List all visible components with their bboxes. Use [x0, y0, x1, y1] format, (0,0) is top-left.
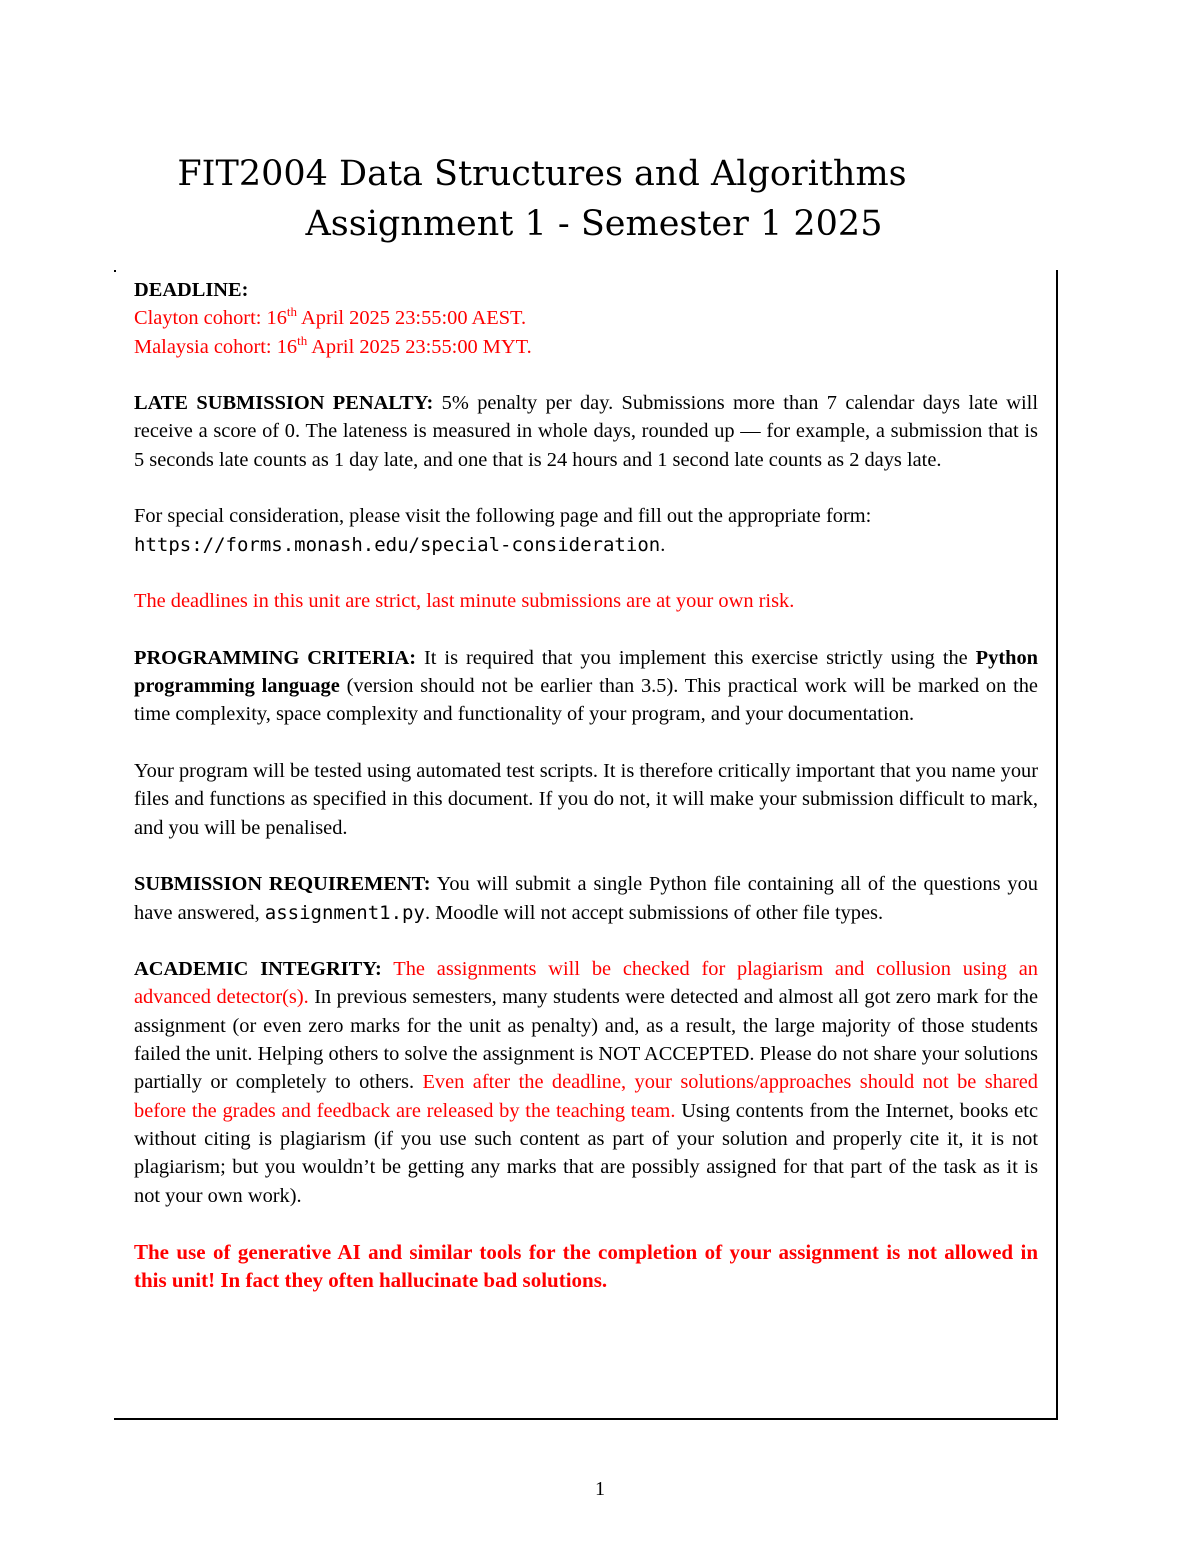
academic-integrity-warning-1: The assignments will be checked for plagiarism and collusion using an advanced detector(s).	[134, 958, 1038, 1009]
programming-criteria-section	[134, 644, 1038, 729]
notice-box	[134, 276, 1038, 1295]
special-consideration-link[interactable]: https://forms.monash.edu/special-consideration	[134, 533, 661, 556]
special-consideration-period: .	[660, 533, 666, 556]
special-consideration-section	[134, 502, 1038, 559]
programming-language: Python programming language	[134, 646, 1038, 698]
malaysia-deadline-ordinal: th	[297, 332, 308, 348]
late-penalty-text: 5% penalty per day. Submissions more than 7 calendar days late will receive a score of 0. The lateness is measured in whole days, rounded up — for example, a submission that is 5 seconds late counts as 1 day late, and one that is 24 hours and 1 second late counts as 2 days late.	[134, 392, 1038, 471]
programming-criteria-label: PROGRAMMING CRITERIA:	[134, 646, 417, 669]
submission-label: SUBMISSION REQUIREMENT:	[134, 873, 431, 896]
late-penalty-section	[134, 389, 1038, 474]
malaysia-deadline	[134, 332, 532, 358]
page-number: 1	[595, 1478, 605, 1500]
submission-text-1: You will submit a single Python file containing all of the questions you have answered,	[134, 873, 1038, 924]
submission-text-2: . Moodle will not accept submissions of other file types.	[424, 901, 884, 924]
academic-integrity-text-2: Using contents from the Internet, books etc without citing is plagiarism (if you use such content as part of your solution and properly cite it, it is not plagiarism; but you wouldn’t be getting any marks that are possibly assigned for that part of the task as it is not your own work).	[134, 1099, 1039, 1207]
strict-deadline-notice: The deadlines in this unit are strict, last minute submissions are at your own risk.	[134, 590, 795, 613]
clayton-deadline-suffix: April 2025 23:55:00 AEST.	[297, 307, 527, 330]
clayton-deadline-ordinal: th	[286, 304, 298, 320]
deadline-section	[134, 276, 1038, 361]
generative-ai-notice: The use of generative AI and similar tools for the completion of your assignment is not allowed in this unit! In fact they often hallucinate bad solutions.	[134, 1240, 1038, 1293]
submission-section	[134, 870, 1038, 927]
academic-integrity-label: ACADEMIC INTEGRITY:	[134, 958, 382, 981]
deadline-label: DEADLINE:	[134, 279, 249, 301]
testing-paragraph: Your program will be tested using automated test scripts. It is therefore critically important that you name your files and functions as specified in this document. If you do not, it will make your submission difficult to mark, and you will be penalised.	[134, 760, 1038, 839]
late-penalty-label: LATE SUBMISSION PENALTY:	[134, 392, 434, 415]
clayton-deadline-prefix: Clayton cohort: 16	[134, 307, 287, 330]
special-consideration-text: For special consideration, please visit the following page and fill out the appropriate form:	[134, 505, 872, 528]
document-title: FIT2004 Data Structures and Algorithms	[177, 154, 907, 194]
document-subtitle: Assignment 1 - Semester 1 2025	[305, 204, 883, 244]
academic-integrity-section	[134, 955, 1038, 1210]
clayton-deadline	[134, 304, 527, 330]
academic-integrity-text-1: In previous semesters, many students were detected and almost all got zero mark for the assignment (or even zero marks for the unit as penalty) and, as a result, the large majority of those students failed the unit. Helping others to solve the assignment is NOT ACCEPTED. Please do not share your solutions partially or completely to others.	[134, 986, 1038, 1094]
malaysia-deadline-suffix: April 2025 23:55:00 MYT.	[307, 335, 532, 358]
academic-integrity-warning-2: Even after the deadline, your solutions/approaches should not be shared before the grades and feedback are released by the teaching team.	[134, 1071, 1038, 1122]
malaysia-deadline-prefix: Malaysia cohort: 16	[134, 335, 298, 358]
programming-criteria-text-1: It is required that you implement this exercise strictly using the	[416, 646, 976, 669]
submission-filename: assignment1.py	[264, 901, 425, 924]
programming-criteria-text-2: (version should not be earlier than 3.5). This practical work will be marked on the time complexity, space complexity and functionality of your program, and your documentation.	[134, 675, 1038, 726]
